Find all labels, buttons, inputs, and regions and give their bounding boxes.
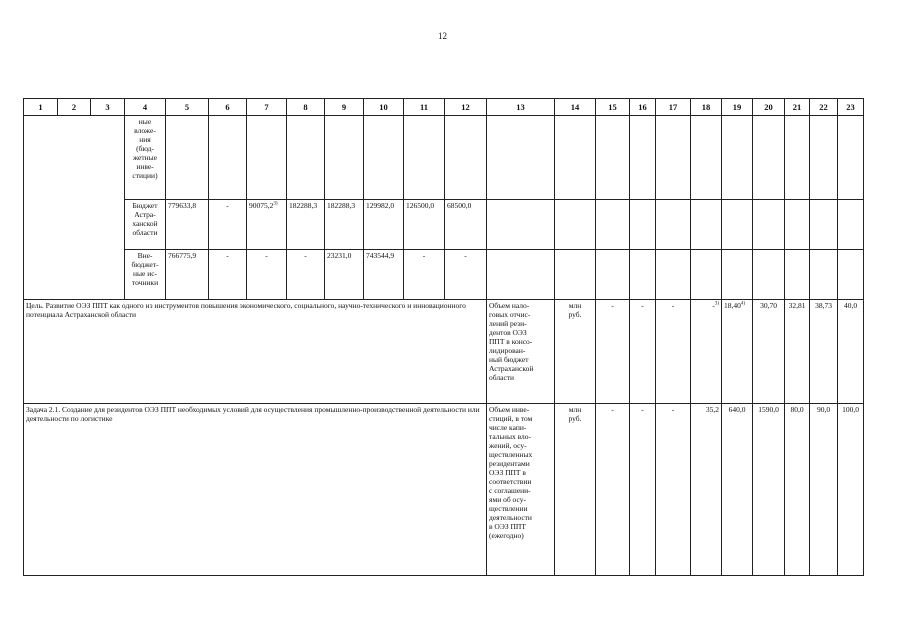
footnote-marker: 3): [714, 301, 719, 307]
column-header: 20: [753, 99, 785, 116]
column-header: 8: [287, 99, 325, 116]
table-row: [24, 116, 864, 200]
table-row: [24, 200, 864, 250]
value-cell: 80,0: [785, 404, 810, 576]
budget-indicators-table: [23, 98, 864, 576]
table-row: [24, 300, 864, 404]
value-cell: -: [247, 250, 287, 300]
value-cell: 126500,0: [404, 200, 445, 250]
column-header: 12: [445, 99, 487, 116]
value-cell: -: [656, 300, 691, 404]
value-cell: -: [630, 404, 656, 576]
goal-text: Цель. Развитие ОЭЗ ППТ как одного из инструментов повышения экономического, социального, научно-технического и инновационного потенциала Астраханской области: [24, 300, 487, 404]
column-header: 9: [325, 99, 364, 116]
column-header: 13: [487, 99, 555, 116]
value-cell: -: [209, 250, 247, 300]
value-cell: 30,70: [753, 300, 785, 404]
value-cell: 640,0: [722, 404, 753, 576]
value-cell: -: [445, 250, 487, 300]
table-row: [24, 250, 864, 300]
column-header: 22: [810, 99, 838, 116]
column-header: 16: [630, 99, 656, 116]
indicator-cell: Объем инве- стиций, в том числе капи- тальных вло- жений, осу- ществленных резидентами ОЭЗ ППТ в соответствии с соглашени- ями об осу- ществлении деятельности в ОЭЗ ППТ (ежегодно): [487, 404, 555, 576]
column-number-row: [24, 99, 864, 116]
value-cell: 68500,0: [445, 200, 487, 250]
indicator-cell: Объем нало- говых отчис- лений рези- дентов ОЭЗ ППТ в консо- лидирован- ный бюджет Астраханской области: [487, 300, 555, 404]
value-cell: 32,81: [785, 300, 810, 404]
column-header: 10: [364, 99, 404, 116]
value-cell: 100,0: [838, 404, 864, 576]
footnote-marker: 4): [740, 301, 746, 307]
empty-merged-cell: [24, 116, 125, 300]
value-cell: 23231,0: [325, 250, 364, 300]
column-header: 1: [24, 99, 58, 116]
column-header: 18: [691, 99, 722, 116]
task-text: Задача 2.1. Создание для резидентов ОЭЗ ППТ необходимых условий для осуществления промышленно-производственной деятельности или деятельности по логистике: [24, 404, 487, 576]
source-label: ные вложе- ния (бюд- жетные инве- стиции): [125, 116, 166, 200]
value-cell: -: [209, 200, 247, 250]
column-header: 7: [247, 99, 287, 116]
column-header: 5: [166, 99, 209, 116]
unit-cell: млн руб.: [555, 300, 596, 404]
column-header: 15: [596, 99, 630, 116]
column-header: 4: [125, 99, 166, 116]
column-header: 21: [785, 99, 810, 116]
value-cell: 1590,0: [753, 404, 785, 576]
value-cell: 90,0: [810, 404, 838, 576]
column-header: 19: [722, 99, 753, 116]
column-header: 3: [91, 99, 125, 116]
value-cell: 35,2: [691, 404, 722, 576]
unit-cell: млн руб.: [555, 404, 596, 576]
value-cell: 743544,9: [364, 250, 404, 300]
value-cell: 38,73: [810, 300, 838, 404]
value-cell: 18,40$^{4)}$: [722, 300, 753, 404]
value-cell: 779633,8: [166, 200, 209, 250]
value-cell: -: [630, 300, 656, 404]
source-label: Бюджет Астра- ханской области: [125, 200, 166, 250]
footnote-marker: 3): [273, 201, 278, 207]
value-cell: -: [596, 404, 630, 576]
value-cell: -: [287, 250, 325, 300]
column-header: 11: [404, 99, 445, 116]
column-header: 14: [555, 99, 596, 116]
column-header: 6: [209, 99, 247, 116]
value-cell: -: [656, 404, 691, 576]
value-cell: -: [404, 250, 445, 300]
value-cell: 40,0: [838, 300, 864, 404]
page-number: 12: [438, 31, 447, 41]
column-header: 23: [838, 99, 864, 116]
source-label: Вне- бюджет- ные ис- точники: [125, 250, 166, 300]
column-header: 17: [656, 99, 691, 116]
value-cell: 766775,9: [166, 250, 209, 300]
column-header: 2: [58, 99, 91, 116]
value-cell: 182288,3: [287, 200, 325, 250]
value-cell: 129982,0: [364, 200, 404, 250]
table-row: [24, 404, 864, 576]
value-cell: -: [596, 300, 630, 404]
value-cell: 90075,2$^{3)}$: [247, 200, 287, 250]
value-cell: -$^{3)}$: [691, 300, 722, 404]
value-cell: 182288,3: [325, 200, 364, 250]
